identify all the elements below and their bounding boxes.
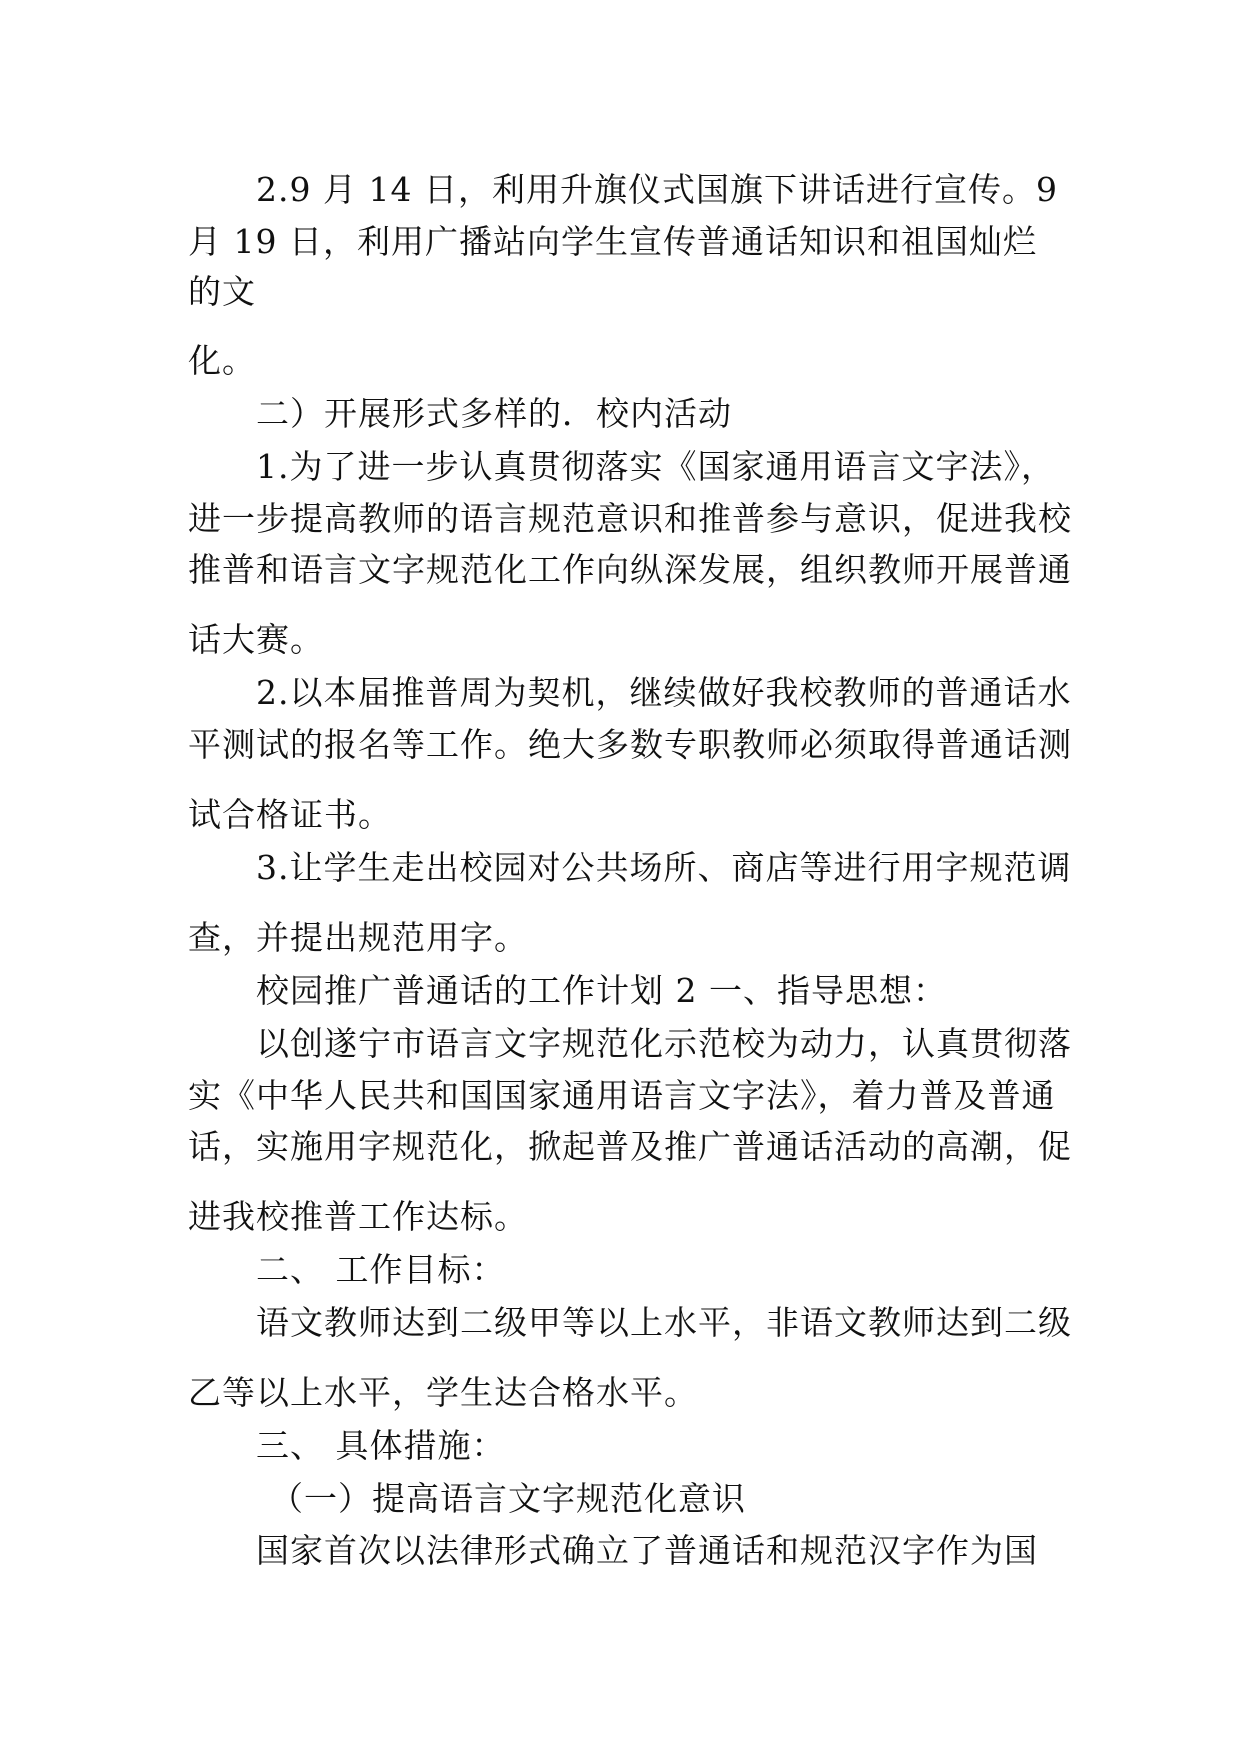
section-heading: 二）开展形式多样的．校内活动 (256, 394, 732, 433)
paragraph-line: 语文教师达到二级甲等以上水平，非语文教师达到二级 (256, 1303, 1072, 1342)
section-heading: 二、 工作目标： (256, 1250, 506, 1289)
paragraph-line: 平测试的报名等工作。绝大多数专职教师必须取得普通话测 (188, 725, 1072, 764)
paragraph-line: 国家首次以法律形式确立了普通话和规范汉字作为国 (256, 1531, 1038, 1570)
paragraph-line: 2.以本届推普周为契机，继续做好我校教师的普通话水 (256, 673, 1072, 712)
paragraph-line: 话大赛。 (188, 620, 324, 659)
paragraph-line: 1.为了进一步认真贯彻落实《国家通用语言文字法》， (256, 447, 1055, 486)
paragraph-line: 进我校推普工作达标。 (188, 1197, 528, 1236)
paragraph-line: 化。 (188, 341, 256, 380)
paragraph-line: 月 19 日，利用广播站向学生宣传普通话知识和祖国灿烂 (188, 222, 1037, 261)
paragraph-line: 实《中华人民共和国国家通用语言文字法》，着力普及普通 (188, 1076, 1056, 1115)
paragraph-line: 话，实施用字规范化，掀起普及推广普通话活动的高潮，促 (188, 1127, 1072, 1166)
paragraph-line: 进一步提高教师的语言规范意识和推普参与意识，促进我校 (188, 499, 1072, 538)
paragraph-line: 乙等以上水平，学生达合格水平。 (188, 1373, 698, 1412)
paragraph-line: 2.9 月 14 日，利用升旗仪式国旗下讲话进行宣传。9 (256, 170, 1058, 209)
plan-heading: 校园推广普通话的工作计划 2 一、指导思想： (256, 971, 947, 1010)
paragraph-line: 推普和语言文字规范化工作向纵深发展，组织教师开展普通 (188, 550, 1072, 589)
paragraph-line: 的文 (188, 272, 256, 311)
section-heading: 三、 具体措施： (256, 1426, 506, 1465)
subsection-heading: （一）提高语言文字规范化意识 (270, 1479, 746, 1518)
paragraph-line: 试合格证书。 (188, 795, 392, 834)
paragraph-line: 3.让学生走出校园对公共场所、商店等进行用字规范调 (256, 848, 1072, 887)
paragraph-line: 查，并提出规范用字。 (188, 918, 528, 957)
paragraph-line: 以创遂宁市语言文字规范化示范校为动力，认真贯彻落 (256, 1024, 1072, 1063)
